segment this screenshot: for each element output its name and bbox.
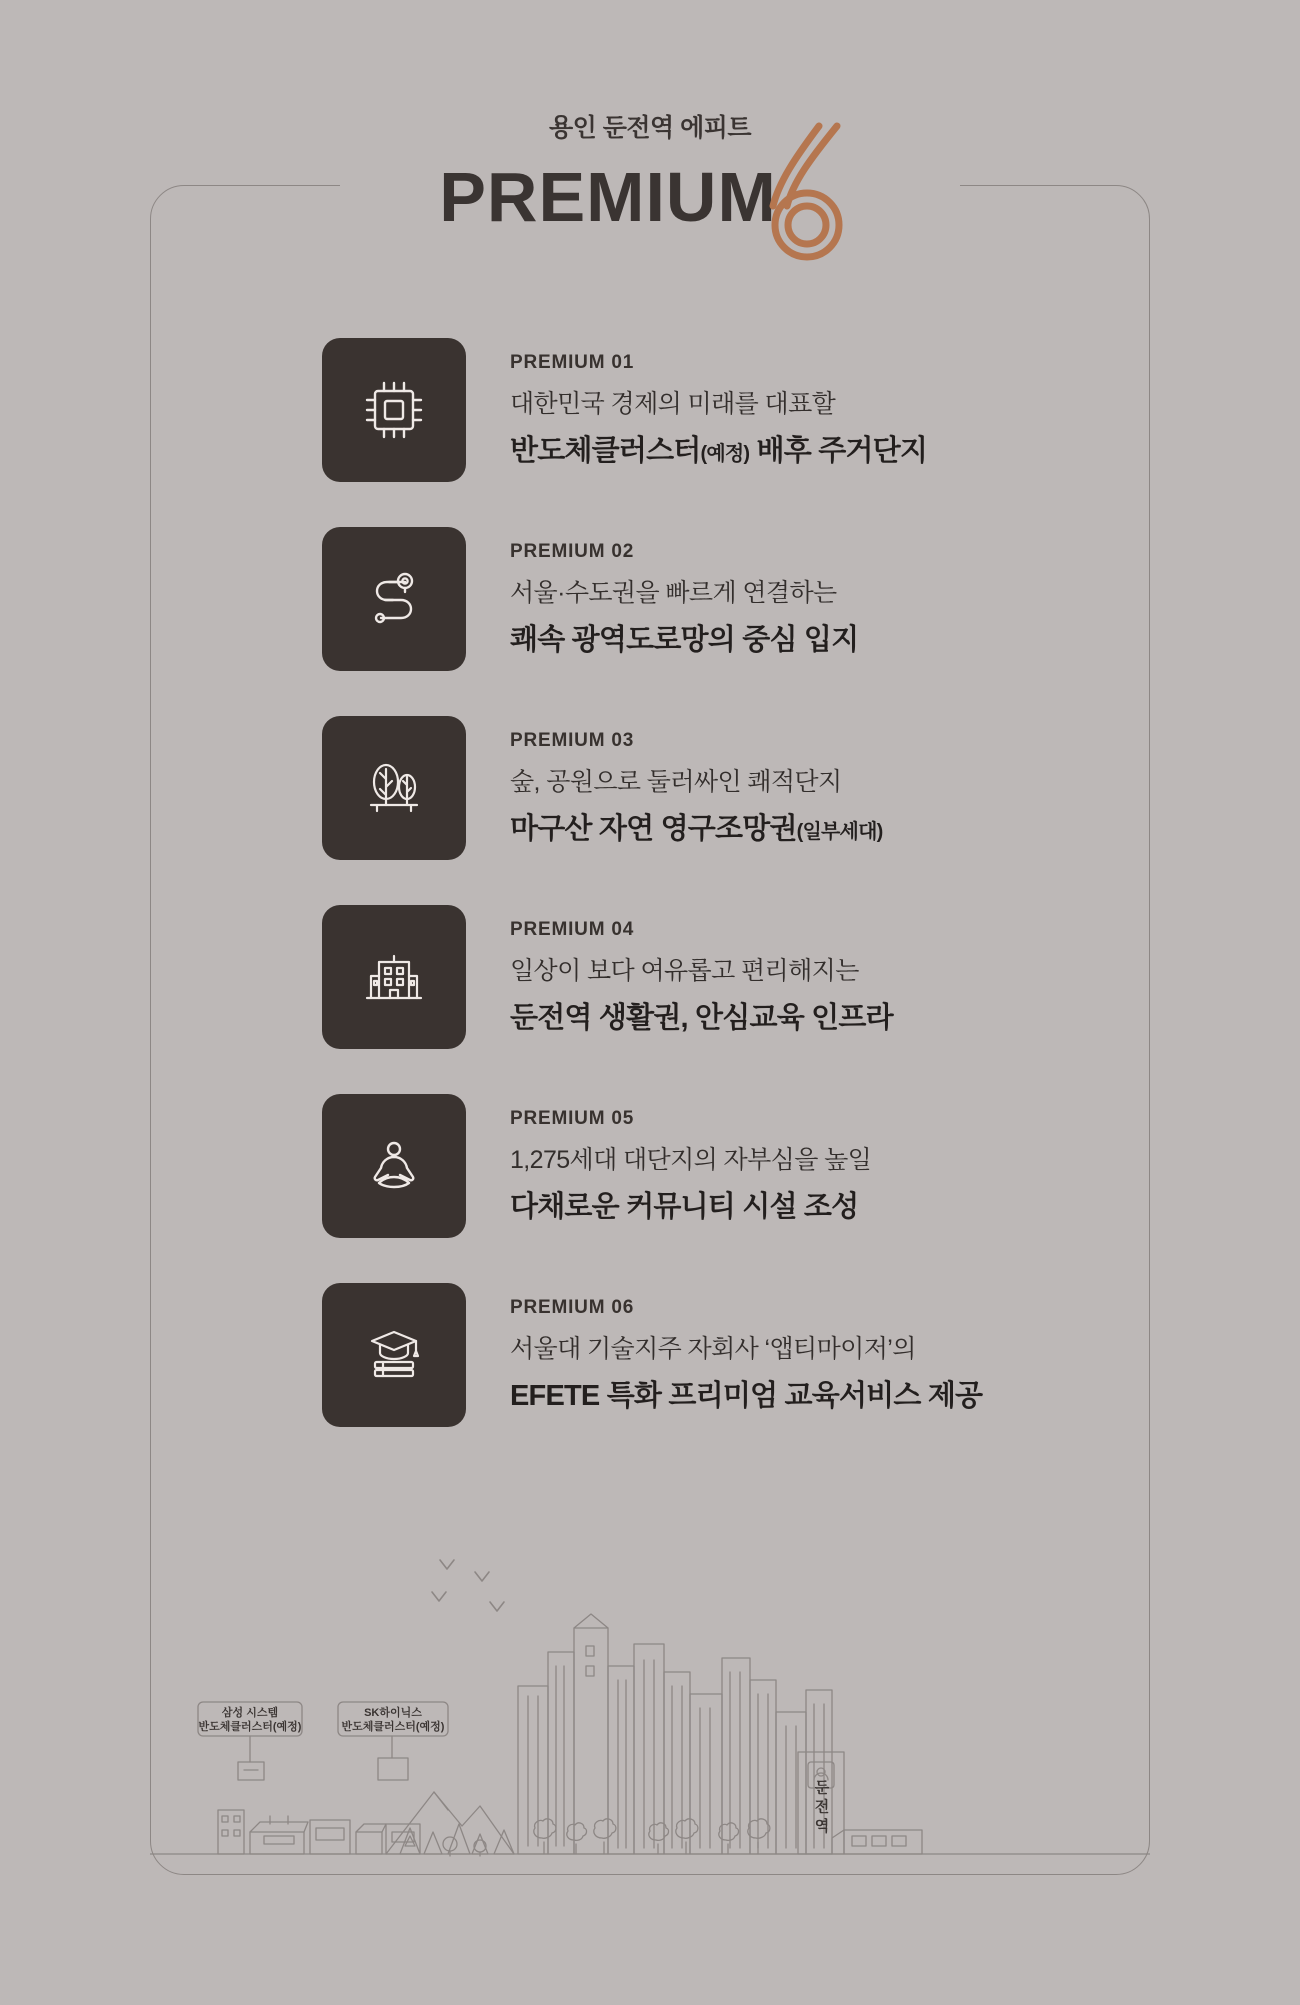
feature-text — [466, 1094, 871, 1225]
list-item — [322, 716, 1022, 860]
feature-text — [466, 1283, 982, 1414]
feature-line2 — [510, 1184, 871, 1225]
park-tree-icon — [322, 716, 466, 860]
graduation-books-icon — [322, 1283, 466, 1427]
feature-line2 — [510, 995, 893, 1036]
feature-tag: PREMIUM 05 — [510, 1108, 635, 1129]
route-icon — [322, 527, 466, 671]
list-item — [322, 1283, 1022, 1427]
feature-text — [466, 338, 927, 469]
premium-feature-list — [322, 338, 1022, 1427]
feature-text — [466, 905, 893, 1036]
feature-tag: PREMIUM 06 — [510, 1297, 635, 1318]
feature-line2-main: 다채로운 커뮤니티 시설 조성 — [510, 1191, 859, 1223]
feature-line2-main: 둔전역 생활권, 안심교육 인프라 — [510, 1002, 893, 1034]
feature-line2-main: 마구산 자연 영구조망권 — [510, 813, 797, 845]
list-item — [322, 905, 1022, 1049]
list-item — [322, 338, 1022, 482]
feature-tag: PREMIUM 01 — [510, 352, 635, 373]
big-number-six-icon — [749, 120, 869, 270]
feature-tag: PREMIUM 04 — [510, 919, 635, 940]
school-building-icon — [322, 905, 466, 1049]
feature-tag: PREMIUM 02 — [510, 541, 635, 562]
feature-line1: 1,275세대 대단지의 자부심을 높일 — [510, 1146, 872, 1174]
page-eyebrow: 용인 둔전역 에피트 — [548, 114, 752, 142]
title-wrap — [439, 152, 861, 242]
tag-right-line1: SK하이닉스 — [364, 1707, 422, 1719]
feature-line2 — [510, 617, 858, 658]
feature-line1: 일상이 보다 여유롭고 편리해지는 — [510, 957, 859, 985]
tag-left-line1: 삼성 시스템 — [221, 1707, 279, 1719]
feature-line2-main: EFETE 특화 프리미엄 교육서비스 제공 — [510, 1380, 983, 1412]
city-skyline-illustration — [150, 1480, 1150, 1875]
page-header — [0, 108, 1300, 242]
feature-text — [466, 716, 882, 847]
feature-line2-tail: 배후 주거단지 — [749, 435, 928, 467]
station-label: 둔 전 역 — [812, 1779, 830, 1833]
feature-line2-main: 반도체클러스터 — [510, 435, 701, 467]
feature-tag: PREMIUM 03 — [510, 730, 635, 751]
yoga-person-icon — [322, 1094, 466, 1238]
list-item — [322, 527, 1022, 671]
feature-line1: 대한민국 경제의 미래를 대표할 — [510, 390, 836, 418]
tag-left-line2: 반도체클러스터(예정) — [198, 1721, 302, 1733]
feature-line2-main: 쾌속 광역도로망의 중심 입지 — [510, 624, 859, 656]
feature-line2-small: (일부세대) — [796, 821, 883, 843]
page-title: PREMIUM — [439, 158, 777, 236]
list-item — [322, 1094, 1022, 1238]
chip-icon — [322, 338, 466, 482]
feature-line1: 숲, 공원으로 둘러싸인 쾌적단지 — [510, 768, 842, 796]
feature-line2 — [510, 806, 882, 847]
feature-line1: 서울대 기술지주 자회사 ‘앱티마이저’의 — [510, 1335, 916, 1363]
feature-line2 — [510, 428, 927, 469]
feature-line2-small: (예정) — [700, 443, 750, 465]
tag-right-line2: 반도체클러스터(예정) — [341, 1721, 445, 1733]
feature-line1: 서울·수도권을 빠르게 연결하는 — [510, 579, 837, 607]
feature-text — [466, 527, 858, 658]
feature-line2 — [510, 1373, 982, 1414]
